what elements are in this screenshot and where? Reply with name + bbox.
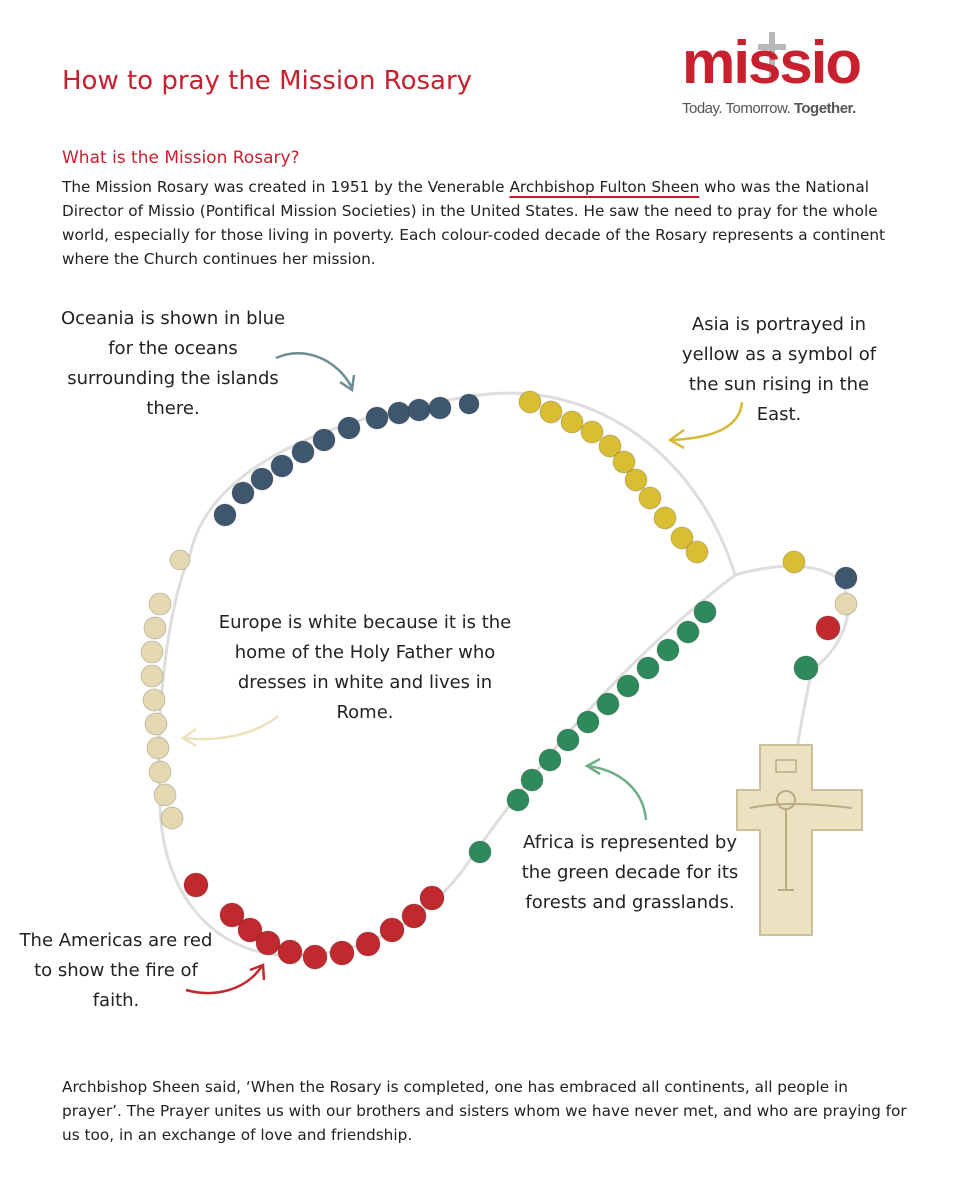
archbishop-link[interactable]: Archbishop Fulton Sheen — [509, 178, 700, 196]
americas-bead — [402, 904, 426, 928]
americas-bead — [356, 932, 380, 956]
africa-bead — [469, 841, 491, 863]
crucifix — [737, 745, 862, 935]
europe-bead — [161, 807, 183, 829]
africa-bead — [637, 657, 659, 679]
intro-paragraph: The Mission Rosary was created in 1951 by the Venerable Archbishop Fulton Sheen who was the National Director of Missio (Pontifical Mission Societies) in the United States. He saw the need to pray for the whole world, especially for those living in poverty. Each colour-coded decade of the Rosary represents a continent where the Church continues her mission. — [62, 178, 886, 268]
oceania-bead — [408, 399, 430, 421]
asia-bead — [654, 507, 676, 529]
americas-bead — [278, 940, 302, 964]
africa-bead — [521, 769, 543, 791]
closing-paragraph: Archbishop Sheen said, ‘When the Rosary is completed, one has embraced all continents, all people in prayer’. The Prayer unites us with our brothers and sisters whom we have never met, and who are praying for us too, in an exchange of love and friendship. — [62, 1078, 907, 1144]
europe-bead — [145, 713, 167, 735]
africa-bead — [507, 789, 529, 811]
europe-bead — [170, 550, 190, 570]
oceania-bead — [313, 429, 335, 451]
africa-bead — [657, 639, 679, 661]
asia-bead — [625, 469, 647, 491]
oceania-bead — [251, 468, 273, 490]
europe-bead — [154, 784, 176, 806]
europe-bead — [143, 689, 165, 711]
oceania-bead — [459, 394, 479, 414]
section-heading: What is the Mission Rosary? — [62, 148, 300, 168]
pendant-bead — [835, 567, 857, 589]
africa-bead — [677, 621, 699, 643]
americas-bead — [303, 945, 327, 969]
africa-bead — [597, 693, 619, 715]
missio-logo — [682, 28, 882, 128]
americas-bead — [256, 931, 280, 955]
pendant-bead — [783, 551, 805, 573]
europe-bead — [149, 593, 171, 615]
oceania-bead — [232, 482, 254, 504]
asia-bead — [519, 391, 541, 413]
asia-bead — [639, 487, 661, 509]
arrow-africa — [588, 766, 646, 820]
asia-bead — [540, 401, 562, 423]
oceania-bead — [388, 402, 410, 424]
oceania-bead — [292, 441, 314, 463]
logo-tagline: Today. Tomorrow. Together. — [682, 100, 856, 117]
americas-bead — [184, 873, 208, 897]
pendant-bead — [794, 656, 818, 680]
arrow-oceania-head — [340, 375, 354, 390]
oceania-bead — [338, 417, 360, 439]
europe-bead — [144, 617, 166, 639]
europe-bead — [141, 641, 163, 663]
oceania-bead — [271, 455, 293, 477]
americas-bead — [420, 886, 444, 910]
africa-bead — [617, 675, 639, 697]
americas-bead — [380, 918, 404, 942]
africa-bead — [539, 749, 561, 771]
africa-bead — [577, 711, 599, 733]
africa-bead — [694, 601, 716, 623]
caption-africa: Africa is represented by the green decade for its forests and grasslands. — [521, 832, 739, 913]
europe-bead — [147, 737, 169, 759]
pendant-cord — [735, 566, 848, 760]
europe-bead — [149, 761, 171, 783]
caption-asia: Asia is portrayed in yellow as a symbol of the sun rising in the East. — [681, 314, 877, 425]
asia-bead — [686, 541, 708, 563]
caption-europe: Europe is white because it is the home of the Holy Father who dresses in white and lives in Rome. — [218, 612, 512, 723]
pendant-bead — [816, 616, 840, 640]
asia-bead — [581, 421, 603, 443]
europe-bead — [141, 665, 163, 687]
oceania-bead — [429, 397, 451, 419]
caption-americas: The Americas are red to show the fire of faith. — [19, 930, 213, 1011]
page-title: How to pray the Mission Rosary — [62, 66, 473, 96]
oceania-bead — [366, 407, 388, 429]
africa-bead — [557, 729, 579, 751]
americas-bead — [330, 941, 354, 965]
oceania-bead — [214, 504, 236, 526]
logo-wordmark: missio — [682, 29, 861, 96]
asia-bead — [561, 411, 583, 433]
caption-oceania: Oceania is shown in blue for the oceans surrounding the islands there. — [60, 308, 286, 419]
pendant-bead — [835, 593, 857, 615]
